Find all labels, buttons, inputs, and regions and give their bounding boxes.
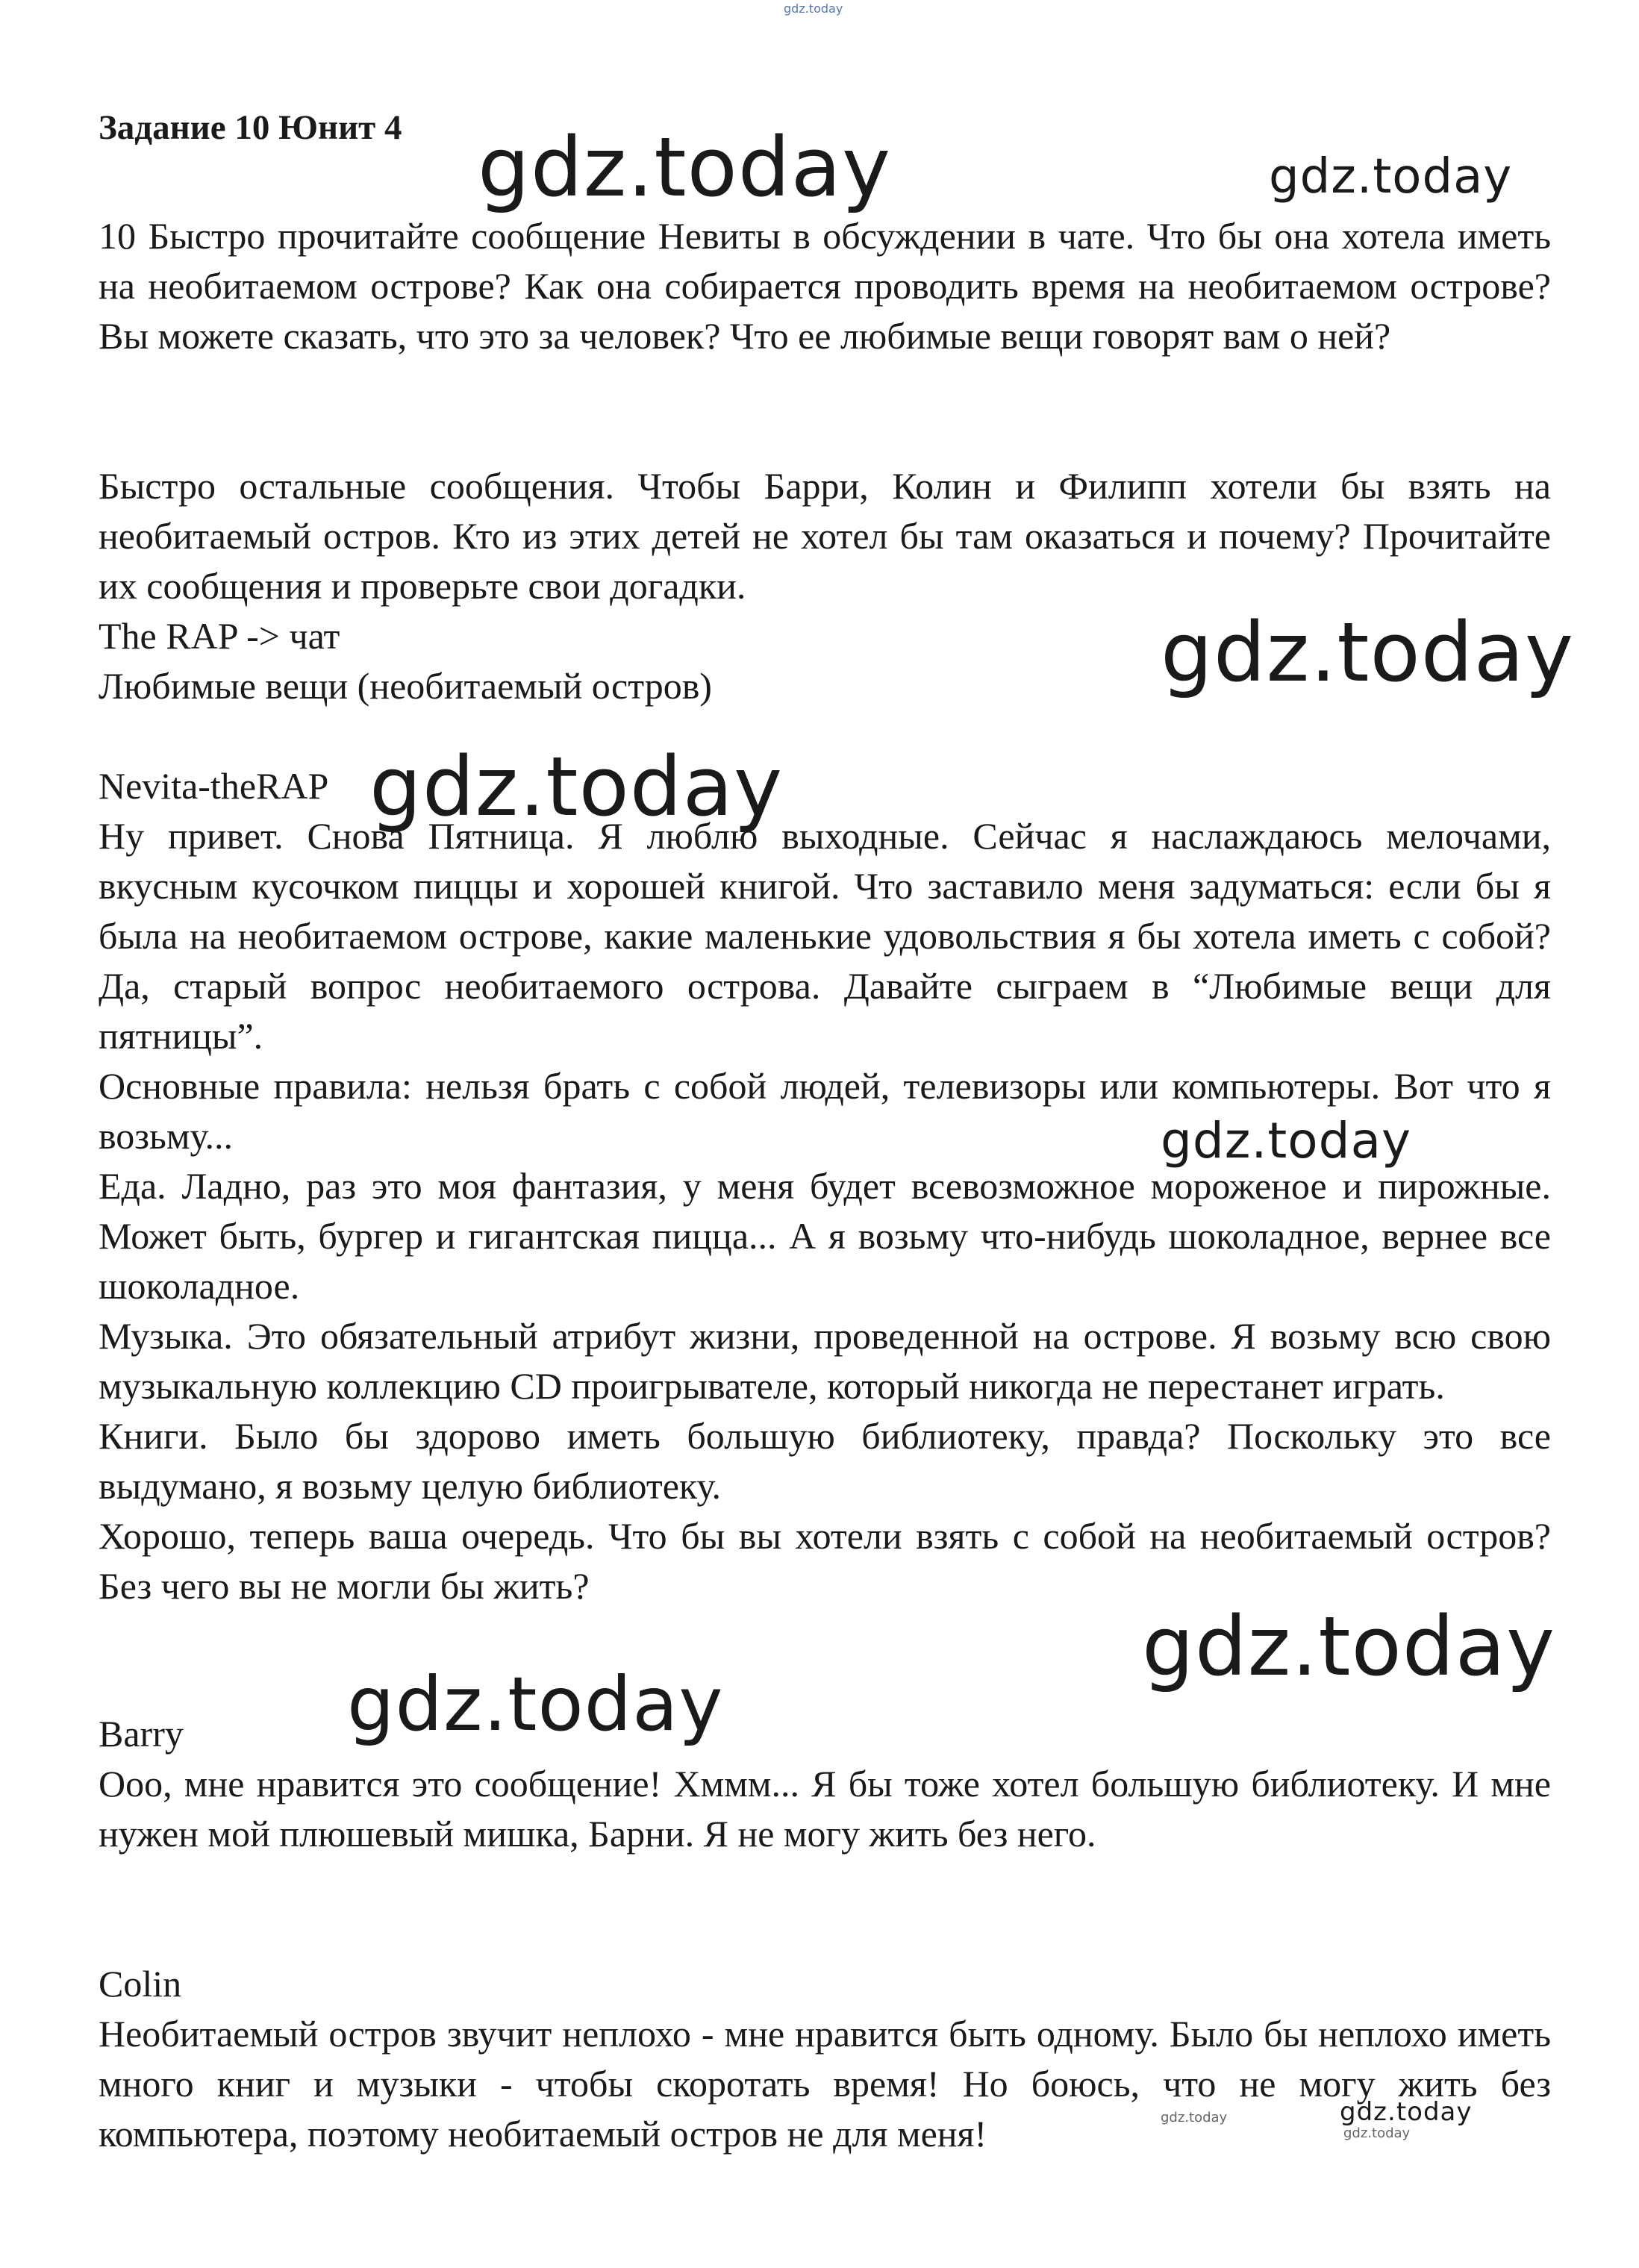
watermark: gdz.today [478,119,892,215]
header-watermark: gdz.today [784,1,843,16]
watermark: gdz.today [347,1661,724,1748]
watermark: gdz.today [1269,149,1513,204]
colin-message: Необитаемый остров звучит неплохо - мне нравится быть одному. Было бы неплохо иметь много книг и музыки - чтобы скоротать время! Но боюсь, что не могу жить без компьютера, поэтому необитаемый остров не для меня! [99,2013,1551,2155]
chat-topic: Любимые вещи (необитаемый остров) [99,665,712,707]
task-paragraph-2: Быстро остальные сообщения. Чтобы Барри, Колин и Филипп хотели бы взять на необитаемый остров. Кто из этих детей не хотел бы там оказаться и почему? Прочитайте их сообщения и проверьте свои догадки. [99,465,1551,607]
page-title: Задание 10 Юнит 4 [99,108,402,147]
watermark: gdz.today [1161,1112,1412,1169]
watermark: gdz.today [1142,1599,1556,1694]
nevita-author: Nevita-theRAP [99,765,329,807]
nevita-paragraph: Музыка. Это обязательный атрибут жизни, проведенной на острове. Я возьму всю свою музыкальную коллекцию CD проигрывателе, который никогда не перестанет играть. [99,1315,1551,1407]
colin-author: Colin [99,1963,182,2005]
watermark: gdz.today [1340,2097,1473,2127]
task-paragraph: 10 Быстро прочитайте сообщение Невиты в обсуждении в чате. Что бы она хотела иметь на необитаемом острове? Как она собирается проводить время на необитаемом острове? Вы можете сказать, что это за человек? Что ее любимые вещи говорят вам о ней? [99,215,1551,357]
watermark: gdz.today [1161,605,1575,700]
nevita-paragraph: Книги. Было бы здорово иметь большую библиотеку, правда? Поскольку это все выдумано, я возьму целую библиотеку. [99,1415,1551,1507]
nevita-message [99,811,1551,1611]
watermark: gdz.today [1343,2125,1411,2141]
chat-path: The RAP -> чат [99,615,340,657]
watermark: gdz.today [1161,2110,1228,2125]
nevita-paragraph: Ну привет. Снова Пятница. Я люблю выходные. Сейчас я наслаждаюсь мелочами, вкусным кусочком пиццы и хорошей книгой. Что заставило меня задуматься: если бы я была на необитаемом острове, какие маленькие удовольствия я бы хотела иметь с собой? Да, старый вопрос необитаемого острова. Давайте сыграем в “Любимые вещи для пятницы”. [99,815,1551,1057]
barry-message: Ооо, мне нравится это сообщение! Хммм... Я бы тоже хотел большую библиотеку. И мне нужен мой плюшевый мишка, Барни. Я не могу жить без него. [99,1763,1551,1855]
watermark: gdz.today [369,739,784,834]
nevita-paragraph: Еда. Ладно, раз это моя фантазия, у меня будет всевозможное мороженое и пирожные. Может быть, бургер и гигантская пицца... А я возьму что-нибудь шоколадное, вернее все шоколадное. [99,1165,1551,1307]
nevita-paragraph: Основные правила: нельзя брать с собой людей, телевизоры или компьютеры. Вот что я возьму... [99,1065,1551,1157]
nevita-paragraph: Хорошо, теперь ваша очередь. Что бы вы хотели взять с собой на необитаемый остров? Без чего вы не могли бы жить? [99,1515,1551,1607]
barry-author: Barry [99,1713,184,1755]
